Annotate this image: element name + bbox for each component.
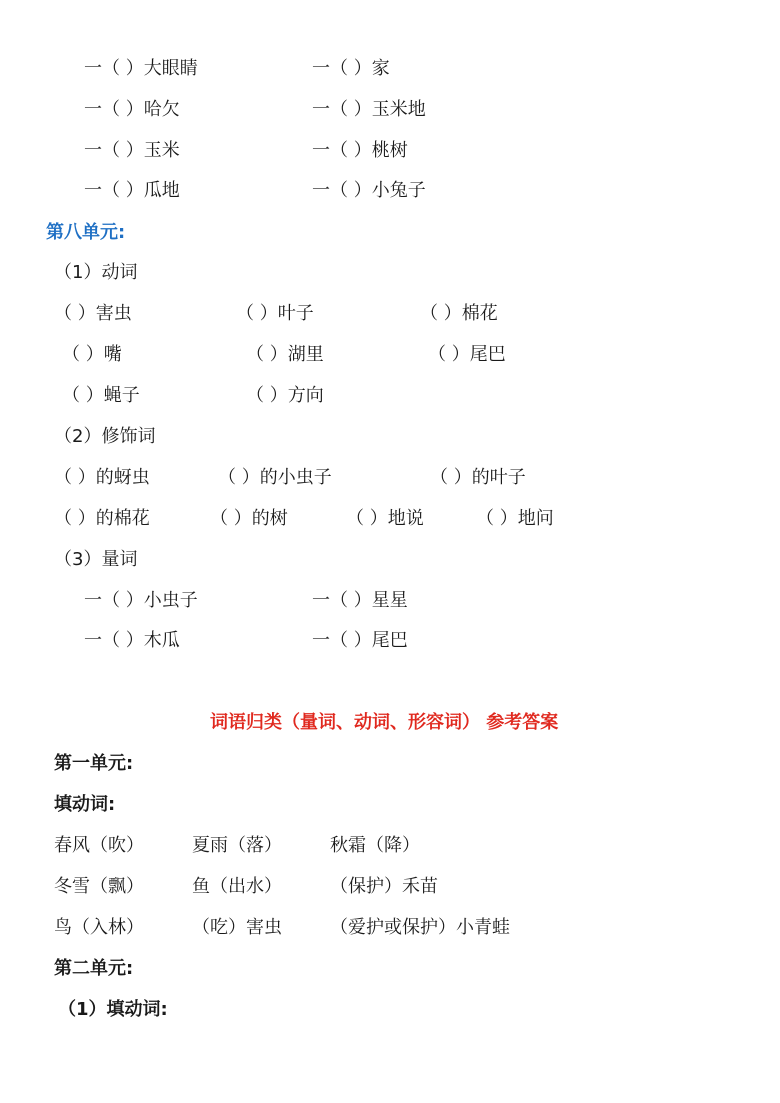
- answer-item: （保护）禾苗: [330, 876, 438, 897]
- answer-item: 冬雪（飘）: [54, 876, 144, 897]
- modifier-item: （ ）地问: [476, 508, 554, 529]
- answer-item: 秋霜（降）: [330, 835, 420, 856]
- answer-item: 春风（吹）: [54, 835, 144, 856]
- measure-item: 一（ ）大眼睛: [84, 58, 198, 79]
- modifier-section-title: （2）修饰词: [54, 426, 156, 447]
- measure-item: 一（ ）桃树: [312, 140, 408, 161]
- verb-item: （ ）尾巴: [428, 344, 506, 365]
- measure-item: 一（ ）瓜地: [84, 180, 180, 201]
- answer-title: 词语归类（量词、动词、形容词） 参考答案: [210, 712, 559, 733]
- verb-item: （ ）棉花: [420, 303, 498, 324]
- measure-item: 一（ ）玉米: [84, 140, 180, 161]
- measure-item: 一（ ）星星: [312, 590, 408, 611]
- answer-item: 鱼（出水）: [192, 876, 282, 897]
- verb-item: （ ）叶子: [236, 303, 314, 324]
- verb-item: （ ）湖里: [246, 344, 324, 365]
- measure-section-title: （3）量词: [54, 549, 138, 570]
- modifier-item: （ ）的蚜虫: [54, 467, 150, 488]
- verb-section-title: （1）动词: [54, 262, 138, 283]
- unit8-heading: 第八单元:: [46, 222, 126, 243]
- unit1-heading: 第一单元:: [54, 753, 134, 774]
- unit2-subheading: （1）填动词:: [58, 999, 168, 1020]
- measure-item: 一（ ）家: [312, 58, 390, 79]
- verb-item: （ ）嘴: [62, 344, 122, 365]
- measure-item: 一（ ）尾巴: [312, 630, 408, 651]
- measure-item: 一（ ）小虫子: [84, 590, 198, 611]
- modifier-item: （ ）的树: [210, 508, 288, 529]
- modifier-item: （ ）的棉花: [54, 508, 150, 529]
- measure-item: 一（ ）木瓜: [84, 630, 180, 651]
- measure-item: 一（ ）小兔子: [312, 180, 426, 201]
- modifier-item: （ ）的叶子: [430, 467, 526, 488]
- verb-item: （ ）害虫: [54, 303, 132, 324]
- modifier-item: （ ）地说: [346, 508, 424, 529]
- answer-item: 夏雨（落）: [192, 835, 282, 856]
- verb-item: （ ）蝇子: [62, 385, 140, 406]
- answer-item: （爱护或保护）小青蛙: [330, 917, 510, 938]
- answer-item: 鸟（入林）: [54, 917, 144, 938]
- verb-item: （ ）方向: [246, 385, 324, 406]
- answer-item: （吃）害虫: [192, 917, 282, 938]
- unit2-heading: 第二单元:: [54, 958, 134, 979]
- measure-item: 一（ ）哈欠: [84, 99, 180, 120]
- measure-item: 一（ ）玉米地: [312, 99, 426, 120]
- modifier-item: （ ）的小虫子: [218, 467, 332, 488]
- fill-verb-label: 填动词:: [54, 794, 116, 815]
